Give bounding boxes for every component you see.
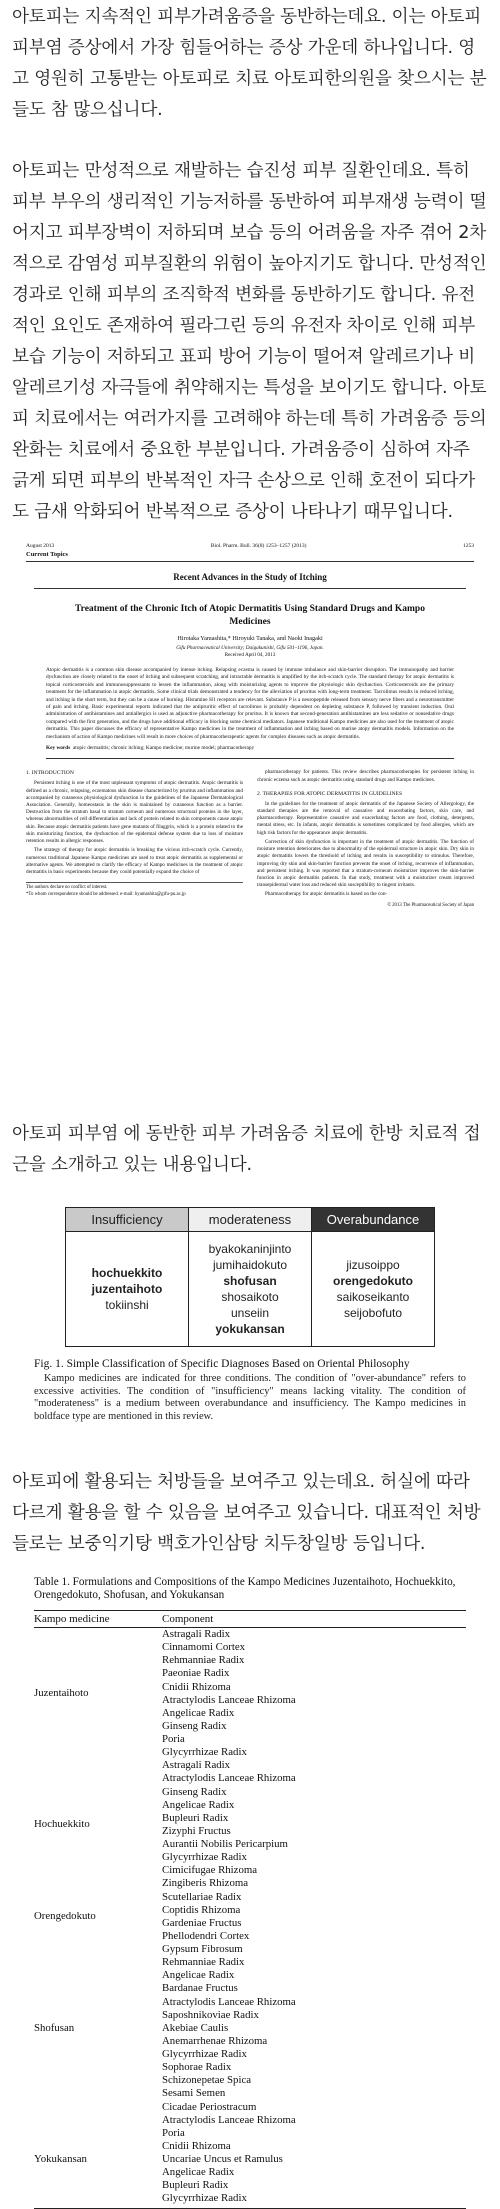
col2-paragraph: pharmacotherapy for patients. This review describes pharmacotherapies for persistent itching in chronic eczema such as atopic dermatitis using standard drugs and Kampo medicines. (257, 769, 474, 783)
component-item: Cinnamomi Cortex (162, 1641, 246, 1654)
col1-paragraph: Persistent itching is one of the most unpleasant symptoms of atopic dermatitis. Atopic dermatitis is defined as a chronic, relapsing, eczematous skin disease characterized by pruritus and inflammation and accompanied by cutaneous physiological dysfunction in the guidelines of the Japanese Dermatological Association. Generally, homeostasis in the skin is maintained by cutaneous function as a barrier. Destruction from the stratum basal to stratum corneum and numerous structural proteins in the layer, whereas abnormalities of cell differentiation and lack of protein related to skin components cause atopic skin. Because atopic dermatitis patients have gene mutants of filaggrin, which is a protein related to the skin moisturizing function, the dysfunction of the epidermal defense system due to loss of moisture retention results in allergic responses. (26, 780, 243, 845)
table-header (34, 1610, 466, 1628)
header-component: Component (162, 1613, 214, 1625)
intro-paragraph-2 (12, 156, 488, 528)
footnote: *To whom correspondence should be addressed. e-mail: hyamashita@gifu-pu.ac.jp (26, 891, 186, 897)
col2-paragraph: In the guidelines for the treatment of atopic dermatitis of the Japanese Society of Allergology, the standard therapies are the removal of causative and exacerbating factors, skin care, and pharmacotherapy. Representative causative and exacerbating factors are food, clothing, detergents, mental stress, etc. In infants, atopic dermatitis is sometimes complicated by food allergies, which are high risk factors for the appearance atopic dermatitis. (257, 800, 474, 836)
col1-paragraph: The strategy of therapy for atopic dermatitis is breaking the vicious itch-scratch cycle. Currently, numerous traditional Japanese Kampo medicines are used to treat atopic dermatitis as supplemental or alternative agents. We attempted to clarify the efficacy of Kampo medicines in the treatment of atopic dermatitis in basic experiments because they could potentially expand the choice of (26, 847, 243, 875)
component-item: Angelicae Radix (162, 2166, 235, 2179)
component-item: Zingiberis Rhizoma (162, 1877, 249, 1890)
header-overabundance: Overabundance (312, 1208, 434, 1231)
table-row (34, 1628, 466, 1759)
component-item: Angelicae Radix (162, 1969, 235, 1982)
paper-copyright: © 2013 The Pharmaceutical Society of Japan (387, 902, 474, 908)
paper-header (26, 542, 474, 550)
intro-heading: 1. INTRODUCTION (26, 770, 74, 777)
kampo-medicine-cell: Juzentaihoto (34, 1687, 89, 1700)
component-item: Glycyrrhizae Radix (162, 2192, 247, 2205)
medicine-name: yokukansan (215, 1322, 285, 1336)
paper-authors: Hirotaka Yamashita,* Hiroyuki Tanaka, and Naoki Inagaki (177, 635, 323, 642)
kampo-medicine-cell: Shofusan (34, 2021, 75, 2034)
component-item: Gardeniae Fructus (162, 1916, 242, 1929)
intro-text-1: 아토피는 지속적인 피부가려움증을 동반하는데요. 이는 아토피 피부염 증상에서 가장 힘들어하는 증상 가운데 하나입니다. 영고 영원히 고통받는 아토피로 치료 아토피한의원을 찾으시는 분들도 참 많으십니다. (12, 7, 487, 120)
paper-journal: Biol. Pharm. Bull. 36(8) 1253–1257 (2013) (210, 543, 307, 549)
medicine-name: juzentaihoto (91, 1282, 163, 1296)
table-row (34, 1943, 466, 2114)
paper-page-image (12, 536, 488, 1089)
component-item: Cimicifugae Rhizoma (162, 1864, 258, 1877)
component-item: Zizyphi Fructus (162, 1824, 231, 1837)
moderateness-column (188, 1232, 312, 1346)
paper-topic: Current Topics (26, 550, 474, 562)
caption-paragraph-1 (12, 1119, 488, 1181)
component-cell (162, 1943, 466, 2114)
paper-column-right (257, 769, 474, 908)
medicine-name: seijobofuto (343, 1306, 403, 1320)
paper-page-number: 1253 (463, 543, 474, 549)
paper-body (26, 769, 474, 908)
intro-paragraph-1 (12, 0, 488, 126)
component-item: Cnidii Rhizoma (162, 1680, 231, 1693)
component-item: Anemarrhenae Rhizoma (162, 2034, 268, 2047)
diagram-header (66, 1208, 434, 1232)
paper-keywords (46, 745, 454, 759)
figure-caption: Fig. 1. Simple Classification of Specific Diagnoses Based on Oriental Philosophy (34, 1358, 410, 1370)
component-item: Gypsum Fibrosum (162, 1943, 243, 1955)
paper-date: August 2013 (26, 543, 55, 549)
component-item: Paeoniae Radix (162, 1667, 230, 1680)
kampo-medicine-cell: Hochuekkito (34, 1818, 90, 1831)
keywords-text: atopic dermatitis; chronic itching; Kampo medicine; murine model; pharmacotherapy (72, 745, 255, 752)
medicine-name: byakokaninjinto (208, 1242, 292, 1256)
paper-title: Treatment of the Chronic Itch of Atopic Dermatitis Using Standard Drugs and Kampo Medicines (75, 604, 425, 627)
component-item: Saposhnikoviae Radix (162, 2008, 259, 2021)
col2-paragraph: Correction of skin dysfunction is important in the treatment of atopic dermatitis. The function of moisture retention deteriorates due to abnormality of the epidermal structure in atopic skin. Dry skin in atopic dermatitis lowers the threshold of itching and results in susceptibility to stimulus. Therefore, improving dry skin and skin-barrier function prevents the onset of itching, recurrence of inflammation, and persistent itching. It was reported that a stratum-corneum moisturizer improves the skin-barrier function in atopic dermatitis patients. In that study, treatment with a moisturizer cream improved transepidermal water loss and reduced skin susceptibility to tingent irritants. (257, 838, 474, 889)
component-item: Rehmanniae Radix (162, 1654, 245, 1667)
kampo-medicine-cell: Yokukansan (34, 2153, 87, 2165)
component-item: Akebiae Caulis (162, 2021, 229, 2034)
component-item: Atractylodis Lanceae Rhizoma (162, 2113, 296, 2126)
overabundance-column (312, 1232, 434, 1346)
keywords-label: Key words (46, 745, 71, 752)
component-item: Sophorae Radix (162, 2061, 232, 2074)
paper-abstract: Atopic dermatitis is a common skin disease accompanied by intense itching. Relapsing eczema is caused by immune imbalance and skin-barrier disruption. The immunopathy and barrier dysfunction are closely related to the onset of itching and subsequent scratching, and intractable dermatitis is amplified by the itch-scratch cycle. The standard therapy for atopic dermatitis is topical corticosteroids and immunosuppressants to lessen the inflammation, along with moisturizing agents to improve the physiologic skin dysfunction. Corticosteroids are the primary treatment for the inflammation in atopic dermatitis. Some clinical trials demonstrated a tendency for the alleviation of pruritus with long-term treatment. Tacrolimus results in reduced itching, and itching in the short term, but they can be a cause of burning. Histamine H1 receptors are relevant. Substance P is a neuropeptide released from sensory nerve fibers and a neurotransmitter of pain and itching. Basic experimental reports indicated that the antipruritic effect of tacrolimus is probably dependent on depleting substance P, followed by transient induction. Oral administration of antihistamines and antiallergics is used as adjunctive pharmacotherapy for pruritus. It is known that second-generation antihistamines are less sedative or nonsedative drugs compared with the first generation, and the drugs have additional efficacy in blocking some chemical mediators. Japanese traditional Kampo medicines are also used for the treatment of atopic dermatitis. This paper discusses the efficacy of representative Kampo medicines in the treatment of inflammation and itching based on murine atopy dermatitis models. Information on the mechanism of action of Kampo medicines will result in more choices of pharmacotherapeutic agents for complex diseases such as atopic dermatitis. (46, 667, 454, 740)
medicine-name: tokiinshi (105, 1298, 149, 1312)
component-item: Schizonepetae Spica (162, 2074, 252, 2087)
footnote: The authors declare no conflict of interest. (26, 885, 108, 891)
paper-column-left (26, 769, 243, 908)
component-item: Bupleuri Radix (162, 1811, 229, 1824)
component-item: Poria (162, 2126, 185, 2139)
col2-paragraph: Pharmacotherapy for atopic dermatitis is based on the con- (265, 891, 388, 898)
component-item: Astragali Radix (162, 1759, 231, 1772)
kampo-table (12, 1576, 488, 2209)
medicine-name: orengedokuto (333, 1274, 413, 1288)
guidelines-heading: 2. THERAPIES FOR ATOPIC DERMATITIS IN GUIDELINES (257, 790, 403, 797)
insufficiency-column (66, 1232, 188, 1346)
figure-note: Kampo medicines are indicated for three conditions. The condition of "over-abundance" refers to excessive activities. The condition of "insufficiency" means lacking vitality. The condition of "moderateness" is a medium between overabundance and insufficiency. The Kampo medicines in boldface type are mentioned in this review. (34, 1373, 466, 1422)
table-row (34, 1891, 466, 1944)
intro-text-2: 아토피는 만성적으로 재발하는 습진성 피부 질환인데요. 특히 피부 부우의 생리적인 기능저하를 동반하여 피부재생 능력이 떨어지고 피부장벽이 저하되며 보습 등의 어려움을 자주 겪어 2차적으로 감염성 피부질환의 위험이 높아지기도 합니다. 만성적인 경과로 인해 피부의 조직학적 변화를 동반하기도 합니다. 유전적인 요인도 존재하여 필라그린 등의 유전자 차이로 인해 피부 보습 기능이 저하되고 표피 방어 기능이 떨어져 알레르기나 비알레르기성 자극들에 취약해지는 특성을 보이기도 합니다. 아토피 치료에서는 여러가지를 고려해야 하는데 특히 가려움증 등의 완화는 치료에서 중요한 부분입니다. 가려움증이 심하여 자주 긁게 되면 피부의 반복적인 자극 손상으로 인해 호전이 되다가도 금새 악화되어 반복적으로 증상이 나타나기 때무입니다. (12, 161, 487, 522)
component-cell (162, 1891, 466, 1944)
component-cell (162, 1628, 466, 1759)
caption-text-2: 아토피에 활용되는 처방들을 보여주고 있는데요. 허실에 따라 다르게 활용을 할 수 있음을 보여주고 있습니다. 대표적인 처방들로는 보중익기탕 백호가인삼탕 치두창일방 등입니다. (12, 1472, 481, 1554)
medicine-name: jizusoippo (346, 1258, 400, 1272)
component-item: Glycyrrhizae Radix (162, 1851, 247, 1864)
table-bottom-rule (34, 2208, 466, 2209)
component-cell (162, 2114, 466, 2206)
paper-section-title: Recent Advances in the Study of Itching (34, 570, 466, 589)
component-cell (162, 1759, 466, 1890)
medicine-name: shosaikoto (221, 1290, 279, 1304)
component-item: Angelicae Radix (162, 1706, 235, 1719)
medicine-name: unseiin (230, 1306, 270, 1320)
component-item: Aurantii Nobilis Pericarpium (162, 1838, 288, 1850)
table-rows (34, 1628, 466, 2206)
component-item: Sesami Semen (162, 2087, 226, 2100)
classification-diagram (65, 1207, 435, 1347)
component-item: Bardanae Fructus (162, 1982, 238, 1995)
kampo-medicine-cell: Orengedokuto (34, 1910, 96, 1923)
table-row (34, 2114, 466, 2206)
header-kampo-medicine: Kampo medicine (34, 1613, 110, 1625)
caption-text-1: 아토피 피부염 에 동반한 피부 가려움증 치료에 한방 치료적 접근을 소개하고 있는 내용입니다. (12, 1124, 481, 1175)
medicine-name: hochuekkito (91, 1266, 163, 1280)
component-item: Glycyrrhizae Radix (162, 2048, 247, 2060)
component-item: Ginseng Radix (162, 1719, 227, 1732)
component-item: Rehmanniae Radix (162, 1956, 245, 1969)
medicine-name: shofusan (223, 1274, 277, 1288)
component-item: Ginseng Radix (162, 1785, 227, 1798)
component-item: Cnidii Rhizoma (162, 2139, 231, 2152)
paper-footnotes (26, 882, 243, 898)
paper-received: Received April 04, 2013 (224, 652, 276, 658)
component-item: Atractylodis Lanceae Rhizoma (162, 1995, 296, 2008)
medicine-name: saikoseikanto (336, 1290, 410, 1304)
table (34, 1610, 466, 2209)
component-item: Cicadae Periostracum (162, 2100, 257, 2113)
header-moderateness: moderateness (188, 1208, 312, 1231)
component-item: Atractylodis Lanceae Rhizoma (162, 1693, 296, 1706)
component-item: Astragali Radix (162, 1628, 231, 1640)
component-item: Atractylodis Lanceae Rhizoma (162, 1772, 296, 1785)
caption-paragraph-2 (12, 1467, 488, 1560)
diagram-body (66, 1232, 434, 1346)
component-item: Poria (162, 1733, 185, 1745)
table-row (34, 1759, 466, 1890)
component-item: Coptidis Rhizoma (162, 1903, 241, 1916)
component-item: Phellodendri Cortex (162, 1929, 250, 1942)
component-item: Angelicae Radix (162, 1798, 235, 1811)
figure-classification (12, 1207, 488, 1437)
medicine-name: jumihaidokuto (212, 1258, 288, 1272)
component-item: Scutellariae Radix (162, 1890, 242, 1903)
component-item: Bupleuri Radix (162, 2179, 229, 2192)
header-insufficiency: Insufficiency (66, 1208, 188, 1231)
paper-affiliation: Gifu Pharmaceutical University; Daigakunishi, Gifu 501–1196, Japan. (176, 645, 324, 651)
component-item: Glycyrrhizae Radix (162, 1746, 247, 1759)
table-title: Table 1. Formulations and Compositions of the Kampo Medicines Juzentaihoto, Hochuekkito, Orengedokuto, Shofusan, and Yokukansan (34, 1576, 456, 1601)
component-item: Uncariae Uncus et Ramulus (162, 2153, 283, 2165)
